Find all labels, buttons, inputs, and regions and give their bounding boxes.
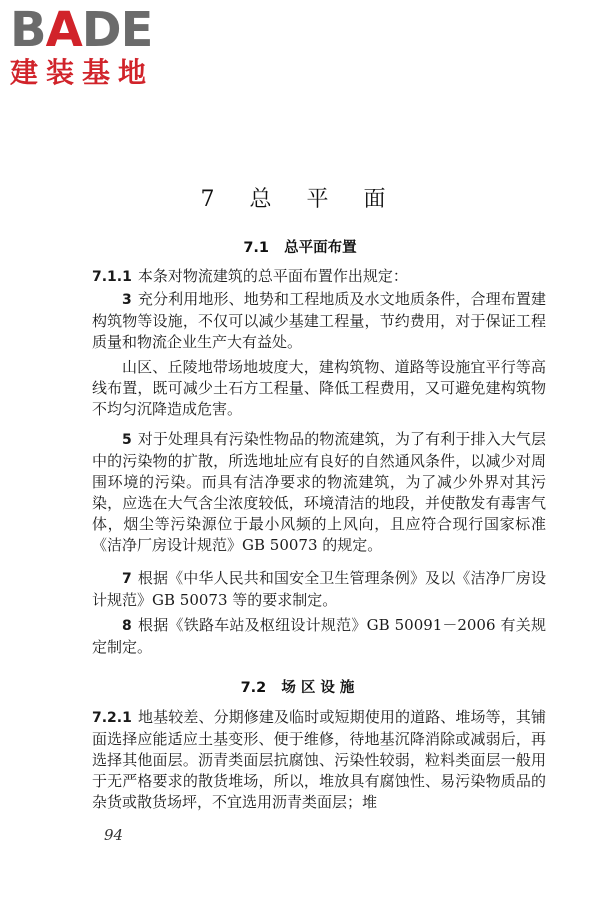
clause-7-2-1: 7.2.1 地基较差、分期修建及临时或短期使用的道路、堆场等，其铺面选择应能适应土基变形、便于维修，待地基沉降消除或减弱后，再选择其他面层。沥青类面层抗腐蚀、污染性较弱，粒料类面层一般用于无严格要求的散货堆场，所以，堆放具有腐蚀性、易污染物质品的杂货或散货场坪，不宜选用沥青类面层；堆 <box>92 708 546 811</box>
clause-item-5: 5 对于处理具有污染性物品的物流建筑，为了有利于排入大气层中的污染物的扩散，所选地址应有良好的自然通风条件，以减少对周围环境的污染。而具有洁净要求的物流建筑，为了减少外界对其污染，应选在大气含尘浓度较低，环境清洁的地段，并使散发有毒害气体，烟尘等污染源位于最小风频的上风向，且应符合现行国家标准《洁净厂房设计规范》GB 50073 的规定。 <box>92 430 546 554</box>
clause-item-7: 7 根据《中华人民共和国安全卫生管理条例》及以《洁净厂房设计规范》GB 50073 等的要求制定。 <box>92 569 546 609</box>
clause-item-3: 3 充分利用地形、地势和工程地质及水文地质条件，合理布置建构筑物等设施，不仅可以减少基建工程量，节约费用，对于保证工程质量和物流企业生产大有益处。 <box>92 290 546 351</box>
bade-logo <box>10 2 180 90</box>
logo-subtitle: 建装基地 <box>10 56 155 89</box>
clause-7-1-1: 7.1.1 本条对物流建筑的总平面布置作出规定： <box>92 267 408 285</box>
chapter-title: 7 总 平 面 <box>200 187 400 212</box>
clause-item-8: 8 根据《铁路车站及枢纽设计规范》GB 50091－2006 有关规定制定。 <box>92 616 546 656</box>
clause-item-3-continued: 山区、丘陵地带场地坡度大，建构筑物、道路等设施宜平行等高线布置，既可减少土石方工程量、降低工程费用，又可避免建构筑物不均匀沉降造成危害。 <box>92 358 546 418</box>
page-number: 94 <box>104 826 124 844</box>
logo-wordmark: BADE <box>10 2 153 58</box>
section-heading-7-1: 7.1 总平面布置 <box>243 240 357 256</box>
section-heading-7-2: 7.2 场区设施 <box>240 680 360 696</box>
